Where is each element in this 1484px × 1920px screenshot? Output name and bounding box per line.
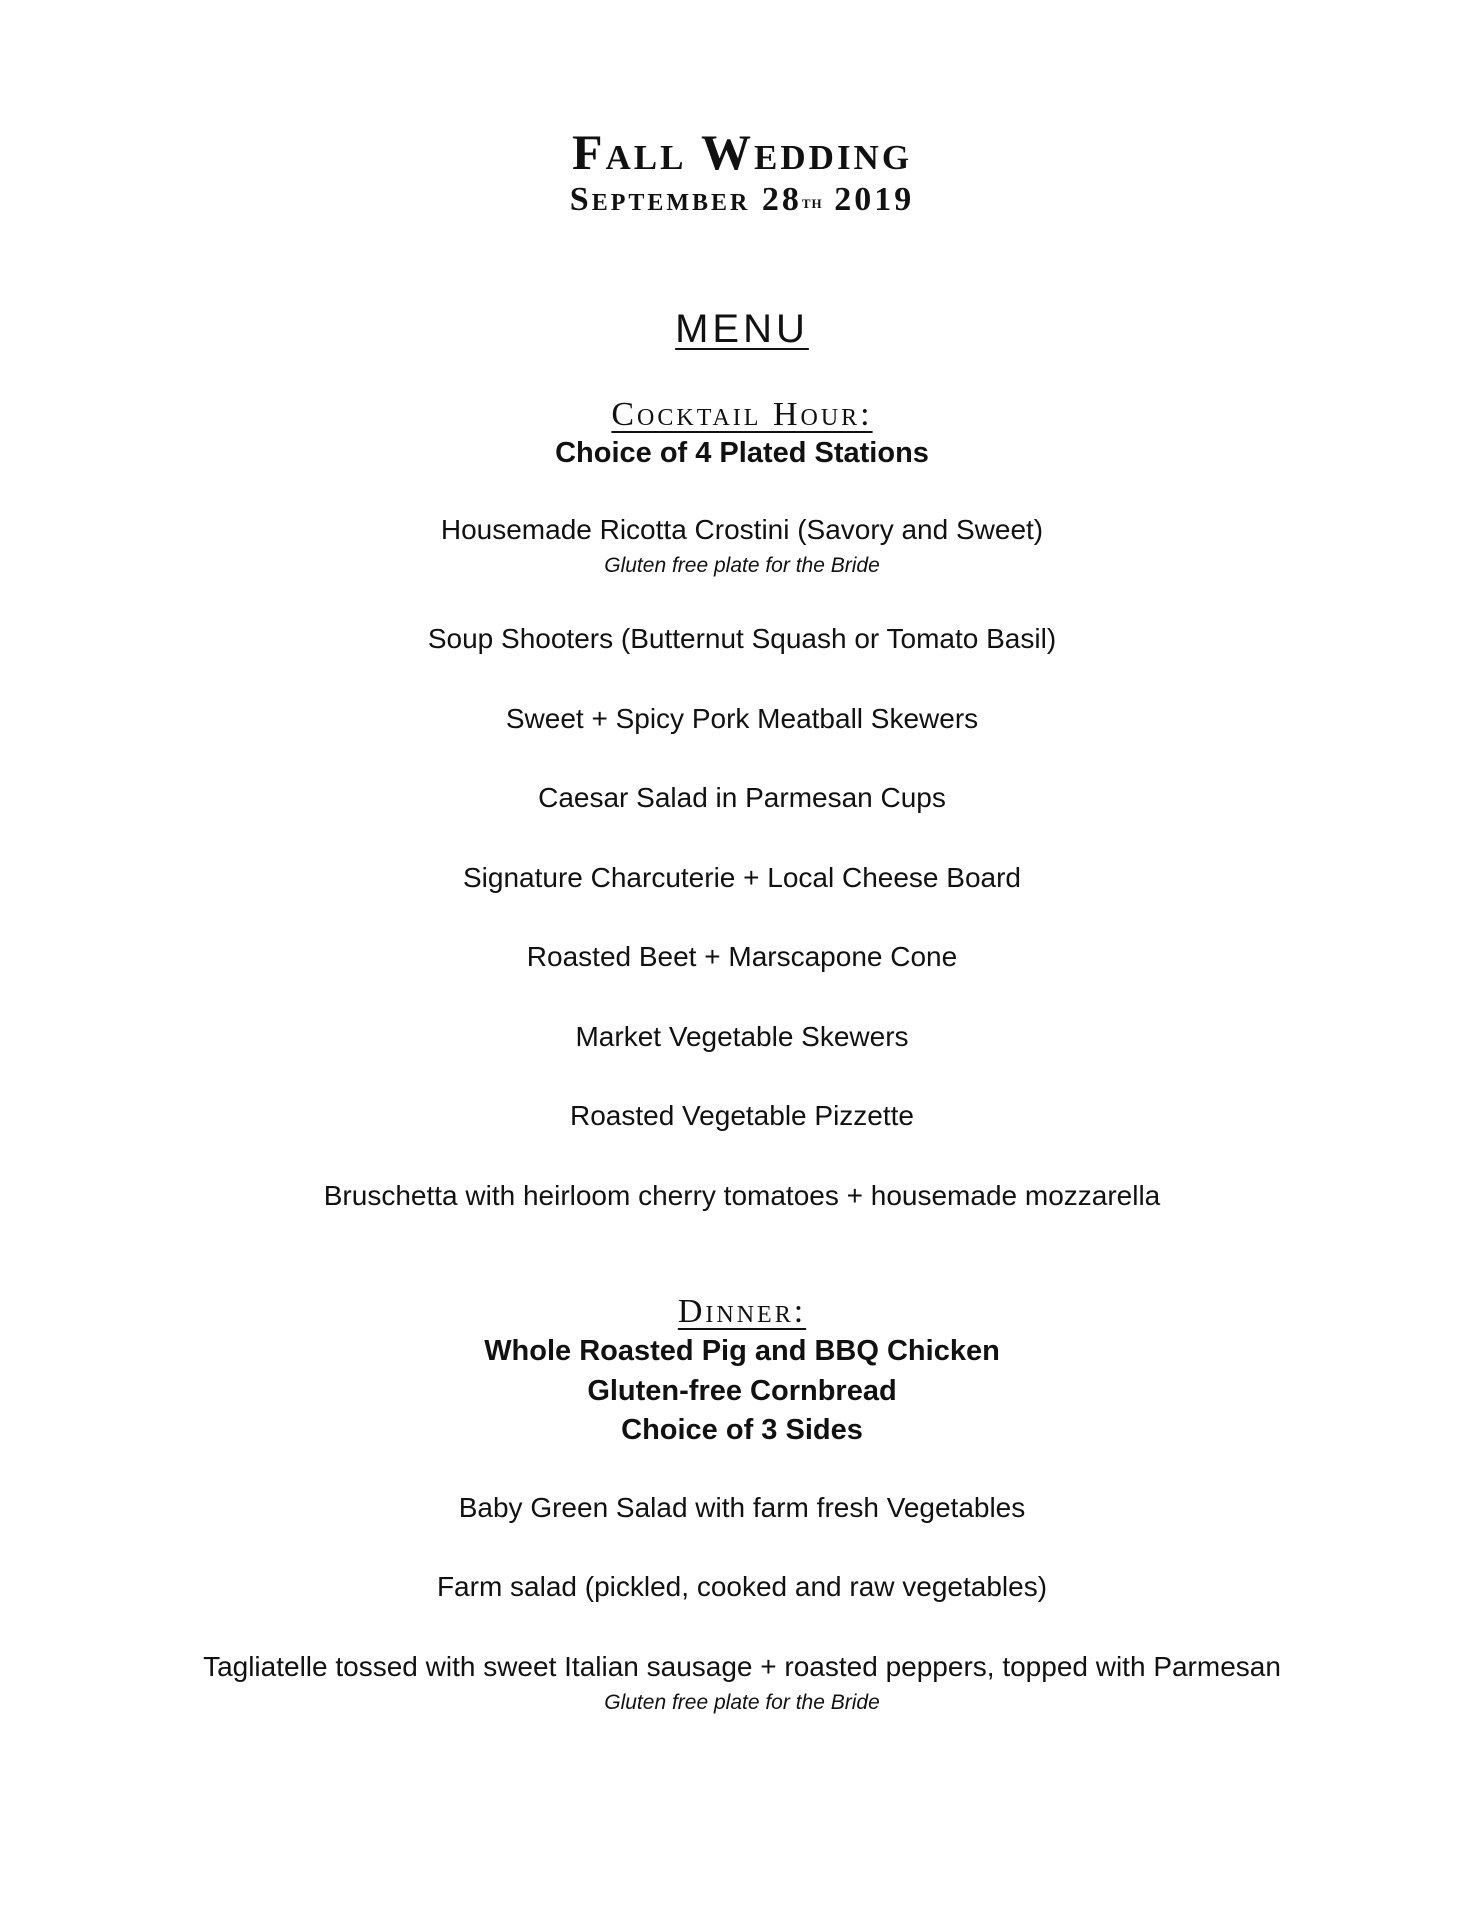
dinner-main-course: Whole Roasted Pig and BBQ Chicken: [484, 1335, 1000, 1367]
cocktail-item-beet-cone: Roasted Beet + Marscapone Cone: [526, 941, 958, 972]
dinner-heading-text: Dinner:: [677, 1293, 807, 1330]
event-title: Fall Wedding: [571, 124, 913, 180]
event-date-ordinal: th: [801, 192, 823, 212]
cocktail-item-vegetable-skewers: Market Vegetable Skewers: [575, 1021, 909, 1052]
cocktail-subheading: Choice of 4 Plated Stations: [555, 437, 929, 469]
cocktail-item-caesar-salad: Caesar Salad in Parmesan Cups: [538, 782, 946, 813]
dinner-item-tagliatelle-note: Gluten free plate for the Bride: [604, 1691, 880, 1714]
cocktail-item-charcuterie: Signature Charcuterie + Local Cheese Board: [462, 862, 1021, 893]
cocktail-heading-text: Cocktail Hour:: [611, 396, 873, 433]
event-date-year: 2019: [822, 181, 915, 218]
dinner-sides-choice: Choice of 3 Sides: [621, 1414, 863, 1446]
cocktail-item-meatball-skewers: Sweet + Spicy Pork Meatball Skewers: [505, 703, 979, 734]
cocktail-heading: [0, 395, 1484, 435]
menu-heading: [0, 305, 1484, 353]
cocktail-item-ricotta-crostini: Housemade Ricotta Crostini (Savory and Sweet): [440, 514, 1044, 545]
dinner-item-farm-salad: Farm salad (pickled, cooked and raw vegetables): [436, 1571, 1048, 1602]
cocktail-item-soup-shooters: Soup Shooters (Butternut Squash or Tomato Basil): [427, 623, 1057, 654]
dinner-item-baby-green-salad: Baby Green Salad with farm fresh Vegetables: [458, 1492, 1026, 1523]
dinner-cornbread: Gluten-free Cornbread: [587, 1375, 897, 1407]
menu-heading-text: MENU: [675, 307, 809, 351]
cocktail-item-bruschetta: Bruschetta with heirloom cherry tomatoes + housemade mozzarella: [323, 1180, 1161, 1211]
dinner-item-tagliatelle: Tagliatelle tossed with sweet Italian sausage + roasted peppers, topped with Parmesan: [203, 1651, 1281, 1682]
dinner-heading: [0, 1292, 1484, 1332]
event-date-day: September 28: [569, 181, 802, 218]
cocktail-item-ricotta-crostini-note: Gluten free plate for the Bride: [604, 554, 880, 577]
event-date: [0, 180, 1484, 220]
cocktail-item-pizzette: Roasted Vegetable Pizzette: [569, 1100, 914, 1131]
